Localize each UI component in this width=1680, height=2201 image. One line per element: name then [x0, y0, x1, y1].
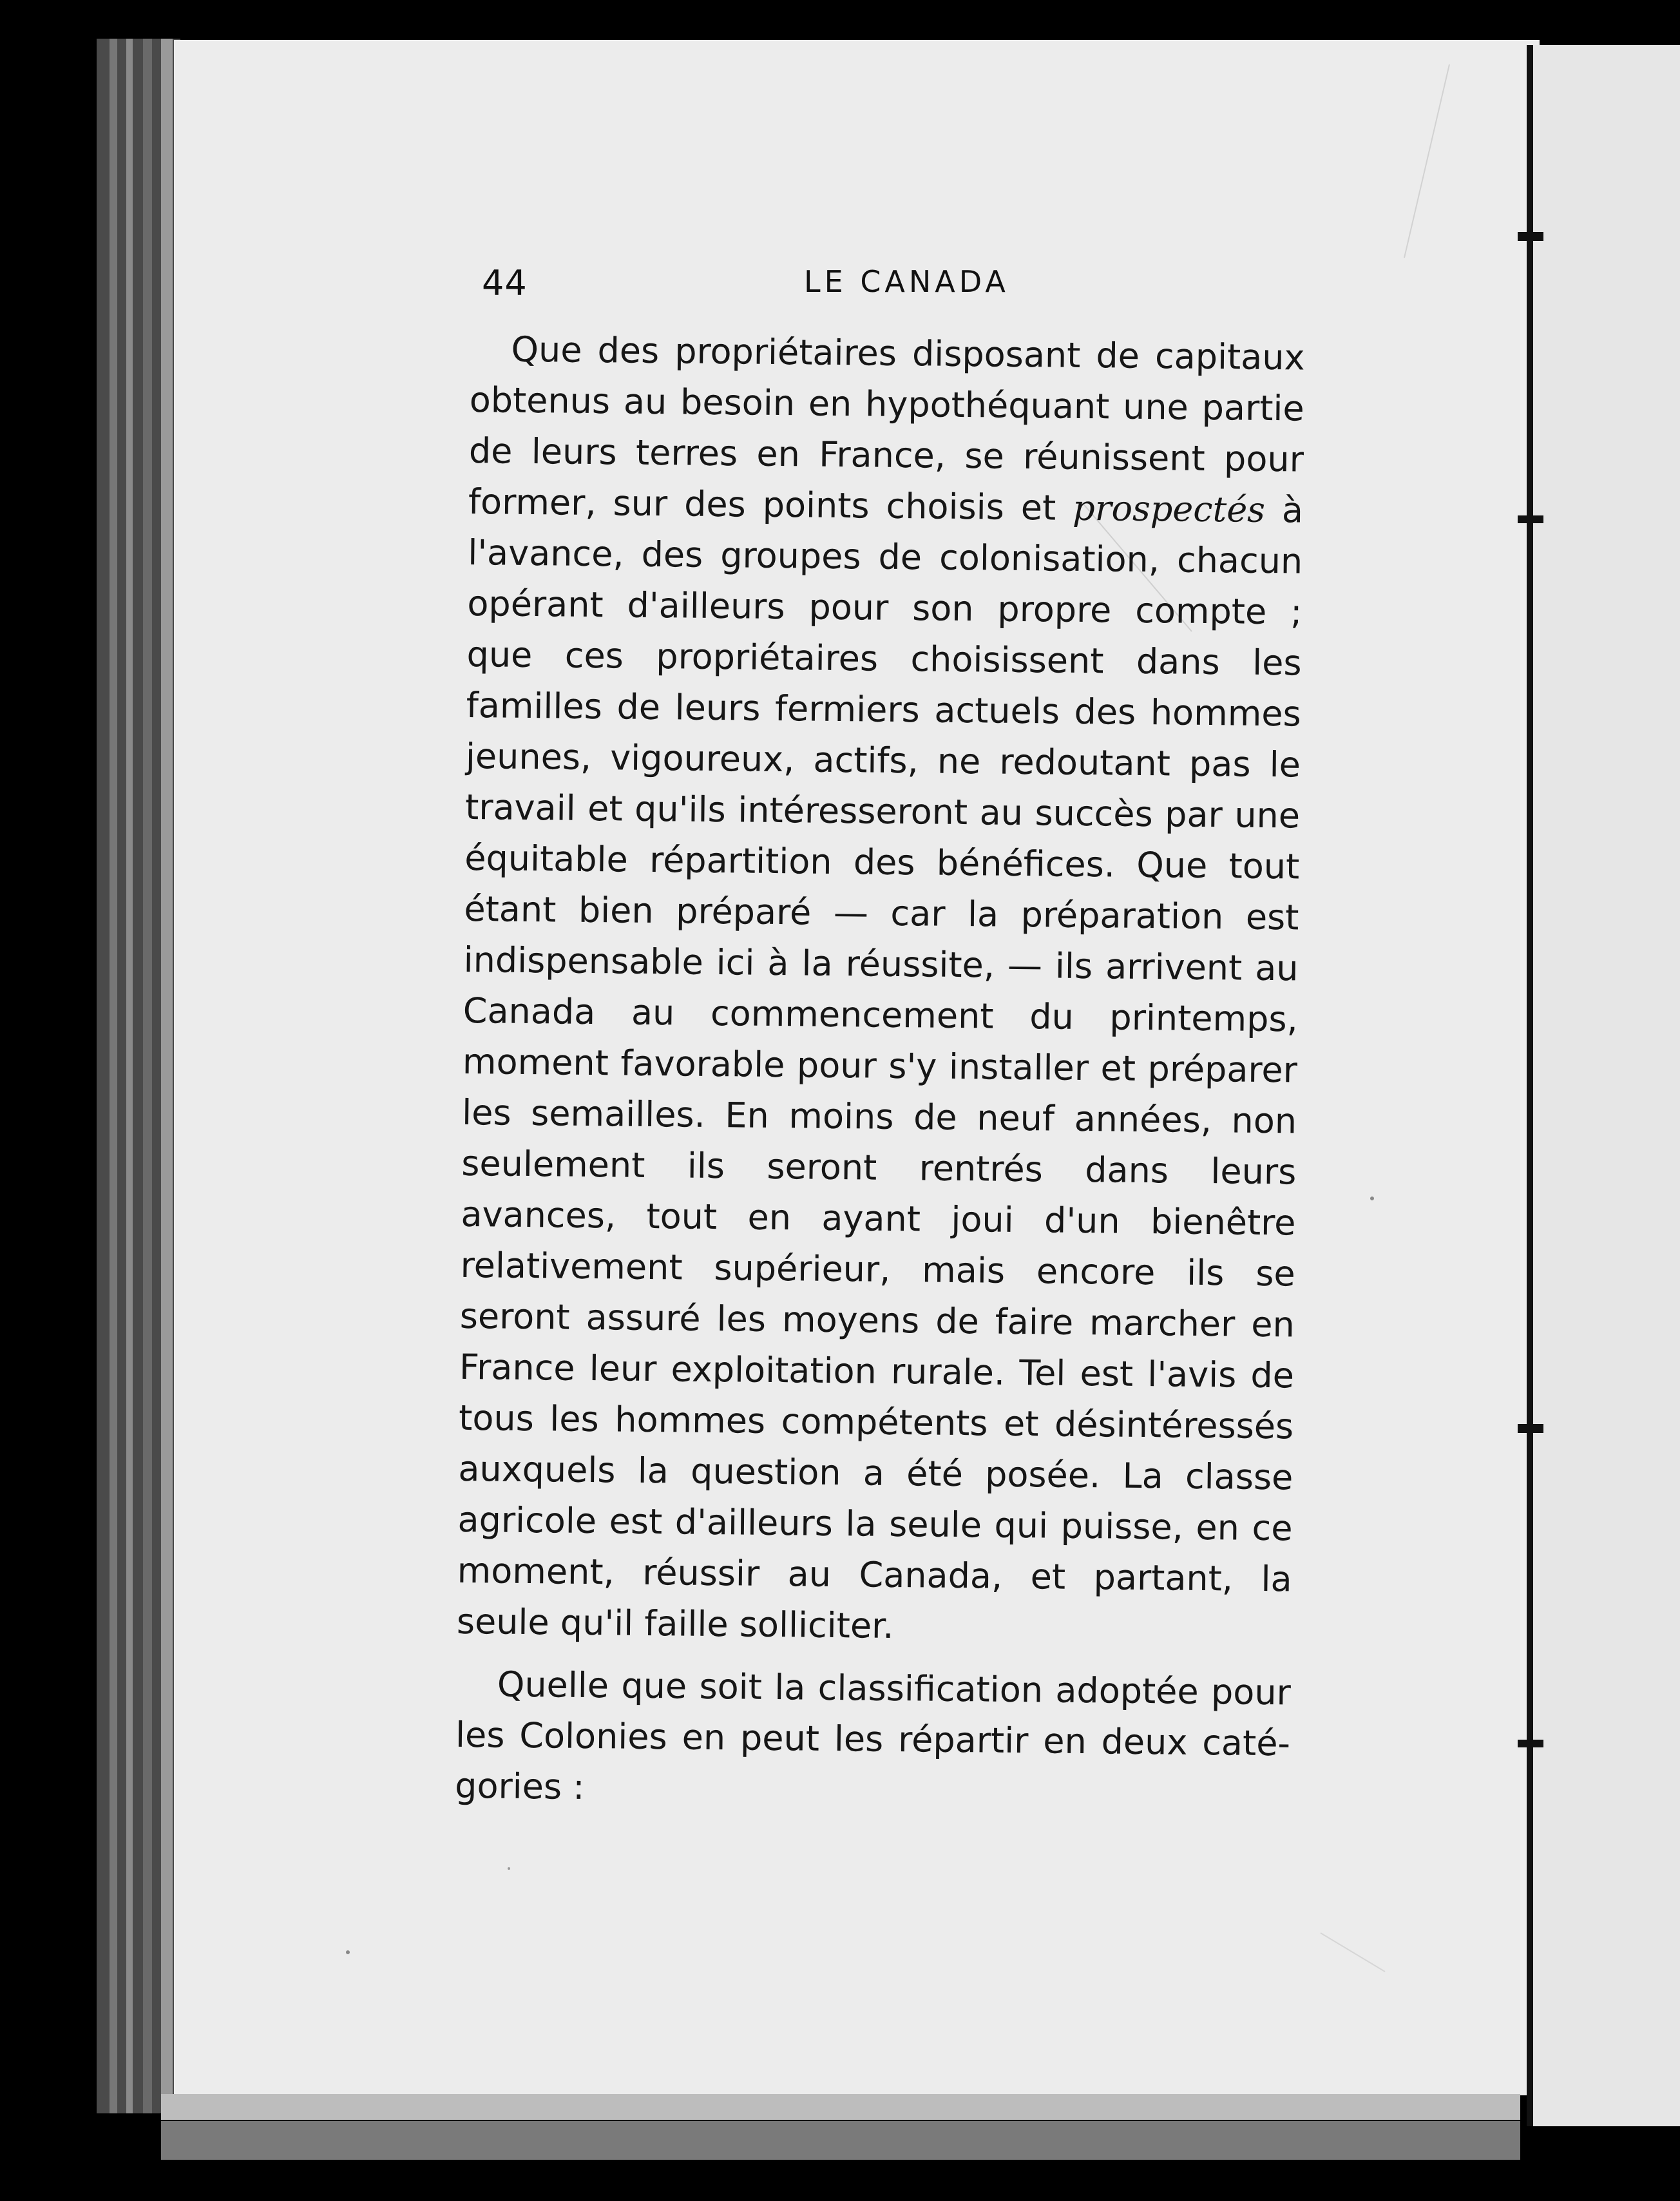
paragraph-1-italic: prospectés [1072, 487, 1266, 530]
paragraph-1-text-a: Que des propriétaires disposant de capitaux obtenus au besoin en hypothéquant une partie de leurs terres en France, se réunissent pour former, sur des points choisis et [468, 329, 1305, 528]
body-text [455, 323, 1305, 1831]
page-number: 44 [482, 263, 528, 303]
paragraph-1-text-b: à l'avance, des groupes de colonisation, chacun opérant d'ailleurs pour son propre compte ; que ces propriétaires choisissent dans les familles de leurs fermiers actuels des hommes jeunes, vigoureux, actifs, ne redoutant pas le travail et qu'ils intéresseront au succès par une équitable répartition des bénéfices. Que tout étant bien préparé — car la préparation est indispensable ici à la réussite, — ils arrivent au Canada au commencement du printemps, moment favorable pour s'y installer et préparer les semailles. En moins de neuf années, non seulement ils seront rentrés dans leurs avances, tout en ayant joui d'un bienêtre relativement supérieur, mais encore ils se seront assuré les moyens de faire marcher en France leur exploitation rurale. Tel est l'avis de tous les hommes compétents et désintéressés auxquels la question a été posée. La classe agricole est d'ailleurs la seule qui puisse, en ce moment, réussir au Canada, et partant, la seule qu'il faille solliciter. [456, 489, 1304, 1646]
running-title: LE CANADA [804, 264, 1009, 299]
paragraph-1 [456, 323, 1304, 1655]
bottom-edge [161, 2094, 1520, 2120]
page-header [482, 263, 1300, 314]
paragraph-2: Quelle que soit la classification adoptée pour les Colonies en peut les répartir en deux catégories : [454, 1664, 1292, 1807]
binding-line [1527, 45, 1533, 2126]
